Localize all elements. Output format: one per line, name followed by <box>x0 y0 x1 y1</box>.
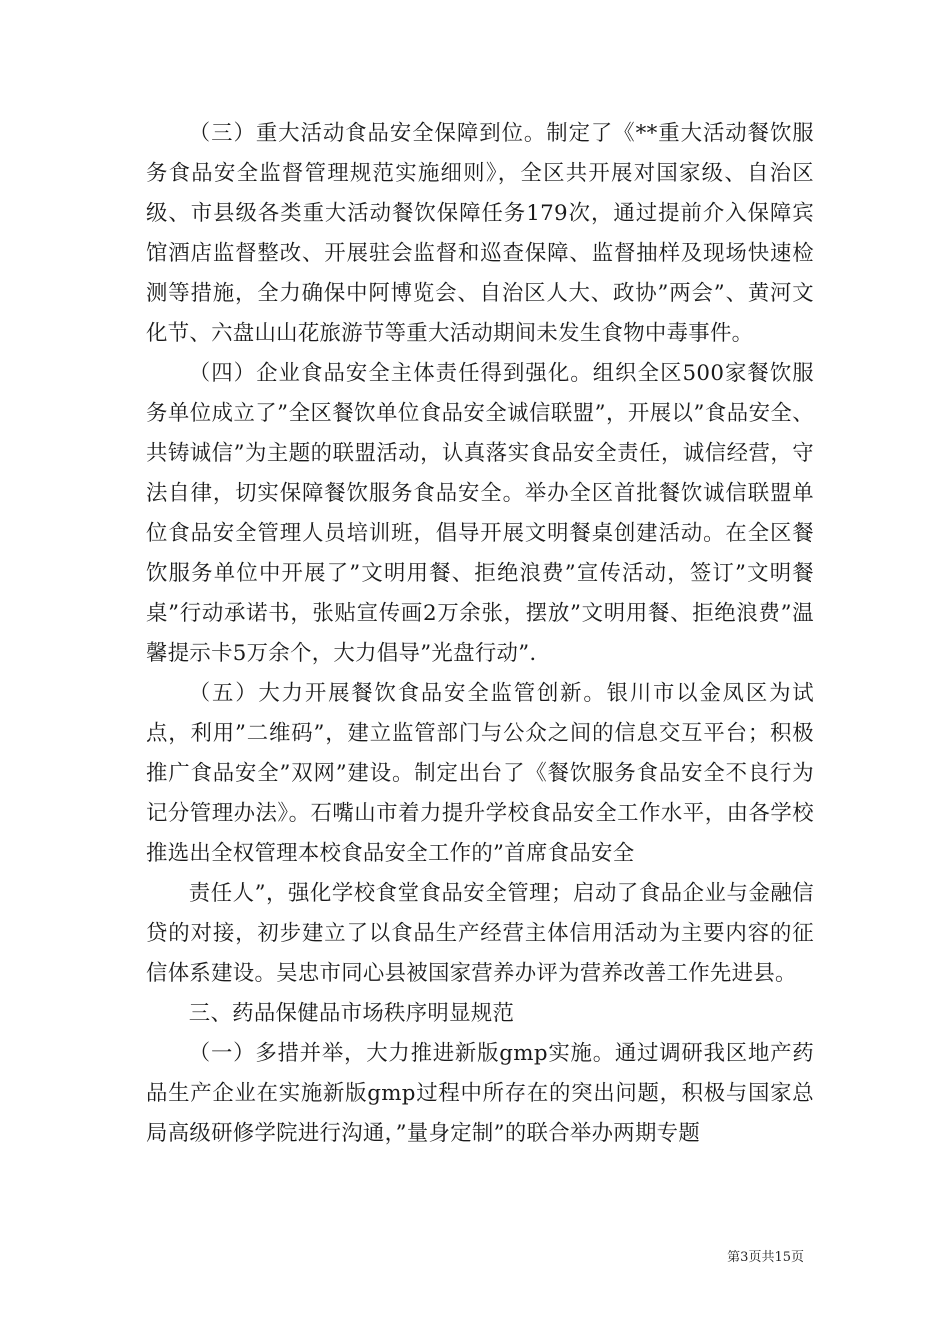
document-body <box>146 114 814 1154</box>
section-heading-drug-market: 三、药品保健品市场秩序明显规范 <box>188 1001 515 1026</box>
paragraph-enterprise-responsibility: （四）企业食品安全主体责任得到强化。组织全区500家餐饮服务单位成立了”全区餐饮单位食品安全诚信联盟”，开展以”食品安全、共铸诚信”为主题的联盟活动，认真落实食品安全责任，诚信经营，守法自律，切实保障餐饮服务食品安全。举办全区首批餐饮诚信联盟单位食品安全管理人员培训班，倡导开展文明餐桌创建活动。在全区餐饮服务单位中开展了”文明用餐、拒绝浪费”宣传活动，签订”文明餐桌”行动承诺书，张贴宣传画2万余张，摆放”文明用餐、拒绝浪费”温馨提示卡5万余个，大力倡导”光盘行动”. <box>146 361 814 666</box>
page-number: 第3页共15页 <box>727 1250 804 1265</box>
paragraph-supervision-innovation-continued: 责任人”，强化学校食堂食品安全管理；启动了食品企业与金融信贷的对接，初步建立了以食品生产经营主体信用活动为主要内容的征信体系建设。吴忠市同心县被国家营养办评为营养改善工作先进县。 <box>146 881 814 986</box>
paragraph-supervision-innovation: （五）大力开展餐饮食品安全监管创新。银川市以金凤区为试点，利用”二维码”，建立监管部门与公众之间的信息交互平台；积极推广食品安全”双网”建设。制定出台了《餐饮服务食品安全不良行为记分管理办法》。石嘴山市着力提升学校食品安全工作水平，由各学校推选出全权管理本校食品安全工作的”首席食品安全 <box>146 681 814 866</box>
paragraph-major-events-safety: （三）重大活动食品安全保障到位。制定了《**重大活动餐饮服务食品安全监督管理规范实施细则》，全区共开展对国家级、自治区级、市县级各类重大活动餐饮保障任务179次，通过提前介入保障宾馆酒店监督整改、开展驻会监督和巡查保障、监督抽样及现场快速检测等措施，全力确保中阿博览会、自治区人大、政协”两会”、黄河文化节、六盘山山花旅游节等重大活动期间未发生食物中毒事件。 <box>146 121 814 346</box>
paragraph-gmp-implementation: （一）多措并举，大力推进新版gmp实施。通过调研我区地产药品生产企业在实施新版gmp过程中所存在的突出问题，积极与国家总局高级研修学院进行沟通，”量身定制”的联合举办两期专题 <box>146 1041 814 1146</box>
